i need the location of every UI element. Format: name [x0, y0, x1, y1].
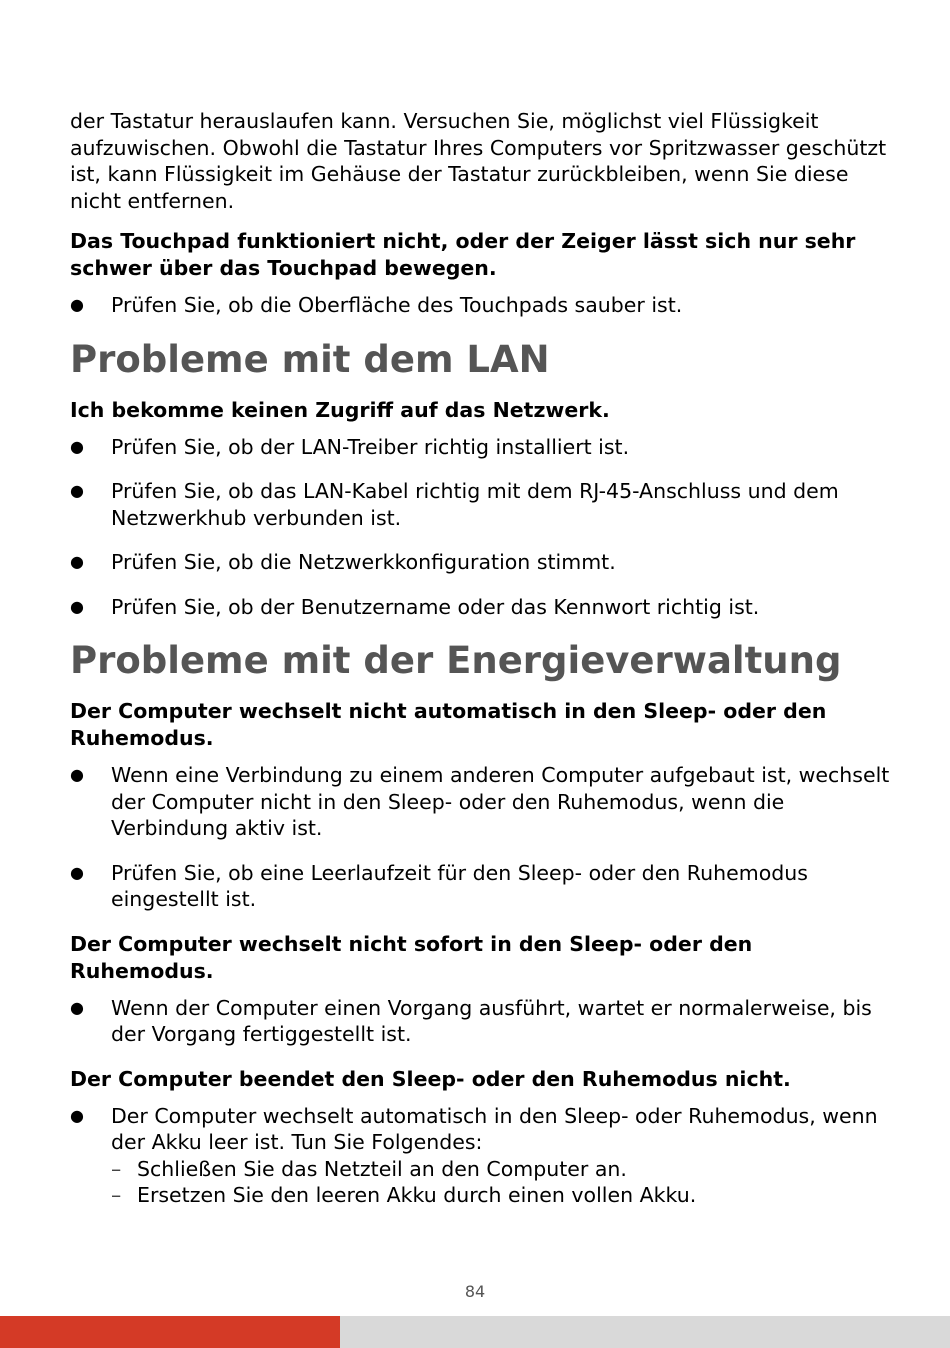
lan-list [70, 434, 890, 621]
intro-continuation: der Tastatur herauslaufen kann. Versuchen Sie, möglichst viel Flüssigkeit aufzuwischen. Obwohl die Tastatur Ihres Computers vor Spritzwasser geschützt ist, kann Flüssigkeit im Gehäuse der Tastatur zurückbleiben, wenn Sie diese nicht entfernen. [70, 109, 887, 213]
bullet-icon: ● [70, 481, 84, 500]
bullet-icon: ● [70, 596, 84, 616]
power-question-2: Der Computer wechselt nicht sofort in den Sleep- oder den Ruhemodus. [70, 931, 753, 983]
list-item: ● Der Computer wechselt automatisch in den Sleep- oder Ruhemodus, wenn der Akku leer ist. Tun Sie Folgendes: – Schließen Sie das Netzteil an den Computer an. – Ersetzen Sie den leeren Akku durch einen vollen Akku. [70, 1103, 890, 1209]
bullet-icon: ● [70, 552, 84, 571]
sub-list-item: – Schließen Sie das Netzteil an den Computer an. [111, 1156, 627, 1181]
bullet-icon: ● [70, 295, 84, 314]
power-list-2 [70, 995, 890, 1048]
list-item: ● Prüfen Sie, ob die Netzwerkkonfiguration stimmt. [70, 550, 616, 574]
power-heading: Probleme mit der Energieverwaltung [70, 639, 842, 682]
bullet-icon: ● [70, 436, 84, 456]
footer-bar-grey [340, 1316, 950, 1348]
power-question-1: Der Computer wechselt nicht automatisch in den Sleep- oder den Ruhemodus. [70, 699, 827, 750]
sub-list-item: – Ersetzen Sie den leeren Akku durch einen vollen Akku. [111, 1183, 697, 1207]
lan-question: Ich bekomme keinen Zugriff auf das Netzwerk. [70, 397, 610, 422]
page-number: 84 [464, 1282, 486, 1301]
dash-icon: – [111, 1156, 122, 1181]
footer-bar-red [0, 1316, 340, 1348]
bullet-icon: ● [70, 765, 84, 784]
list-item: ● Wenn eine Verbindung zu einem anderen Computer aufgebaut ist, wechselt der Computer nicht in den Sleep- oder den Ruhemodus, wenn die Verbindung aktiv ist. [70, 763, 890, 840]
list-item: ● Prüfen Sie, ob das LAN-Kabel richtig mit dem RJ-45-Anschluss und dem Netzwerkhub verbunden ist. [70, 479, 839, 530]
bullet-icon: ● [70, 1105, 84, 1125]
lan-heading: Probleme mit dem LAN [70, 337, 550, 381]
page-content [70, 108, 890, 1227]
list-item: ● Prüfen Sie, ob eine Leerlaufzeit für den Sleep- oder den Ruhemodus eingestellt ist. [70, 860, 808, 911]
list-item: ● Wenn der Computer einen Vorgang ausführt, wartet er normalerweise, bis der Vorgang fertiggestellt ist. [70, 995, 872, 1046]
dash-icon: – [111, 1183, 122, 1207]
list-item: ● Prüfen Sie, ob der Benutzername oder das Kennwort richtig ist. [70, 594, 760, 619]
bullet-icon: ● [70, 862, 84, 882]
list-item: ● Prüfen Sie, ob die Oberfläche des Touchpads sauber ist. [70, 293, 683, 317]
list-item: ● Prüfen Sie, ob der LAN-Treiber richtig installiert ist. [70, 434, 630, 459]
sub-list [111, 1156, 890, 1209]
power-list-3 [70, 1103, 890, 1209]
bullet-icon: ● [70, 997, 84, 1017]
power-list-1 [70, 762, 890, 913]
power-question-3: Der Computer beendet den Sleep- oder den Ruhemodus nicht. [70, 1066, 791, 1091]
touchpad-list [70, 292, 890, 319]
touchpad-question: Das Touchpad funktioniert nicht, oder der Zeiger lässt sich nur sehr schwer über das Touchpad bewegen. [70, 229, 856, 280]
